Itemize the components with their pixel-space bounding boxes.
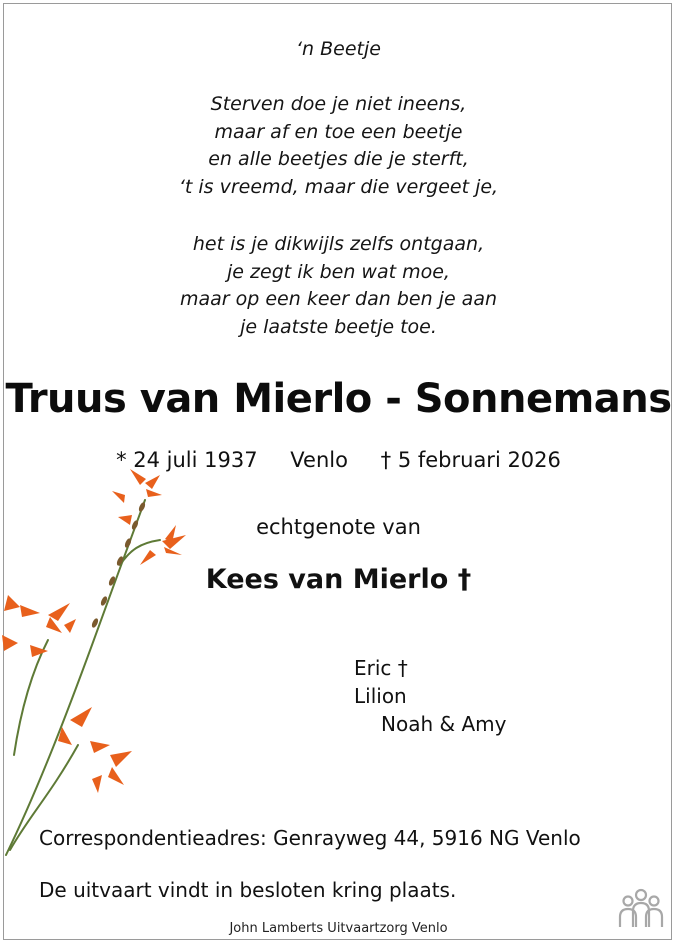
- place: Venlo: [290, 448, 348, 472]
- poem-line: je zegt ik ben wat moe,: [227, 260, 450, 283]
- child-name: Eric †: [354, 656, 408, 680]
- family-list: [354, 654, 506, 738]
- poem-line: Sterven doe je niet ineens,: [210, 93, 467, 115]
- death-date: † 5 februari 2026: [380, 448, 561, 472]
- correspondence-address: Correspondentieadres: Genrayweg 44, 5916 NG Venlo: [39, 826, 581, 850]
- deceased-name: Truus van Mierlo - Sonnemans: [5, 376, 672, 422]
- poem-title: ‘n Beetje: [296, 38, 381, 60]
- grandchildren-names: Noah & Amy: [381, 712, 507, 736]
- birth-date: * 24 juli 1937: [116, 448, 258, 472]
- child-name: Lilion: [354, 684, 407, 708]
- poem-line: en alle beetjes die je sterft,: [208, 148, 469, 170]
- life-dates: [0, 448, 677, 472]
- poem-stanza-1: [0, 91, 677, 201]
- poem-line: maar af en toe een beetje: [214, 120, 463, 143]
- funeral-home-footer: John Lamberts Uitvaartzorg Venlo: [210, 921, 467, 936]
- spouse-intro: echtgenote van: [256, 515, 421, 539]
- poem-line: ‘t is vreemd, maar die vergeet je,: [178, 175, 499, 198]
- poem-line: je laatste beetje toe.: [240, 315, 437, 338]
- spouse-name: Kees van Mierlo †: [205, 564, 472, 595]
- poem-line: maar op een keer dan ben je aan: [179, 288, 498, 310]
- funeral-note: De uitvaart vindt in besloten kring plaats.: [39, 878, 457, 902]
- poem-line: het is je dikwijls zelfs ontgaan,: [192, 233, 485, 255]
- people-group-logo-icon: [616, 887, 666, 929]
- poem-stanza-2: [0, 231, 677, 341]
